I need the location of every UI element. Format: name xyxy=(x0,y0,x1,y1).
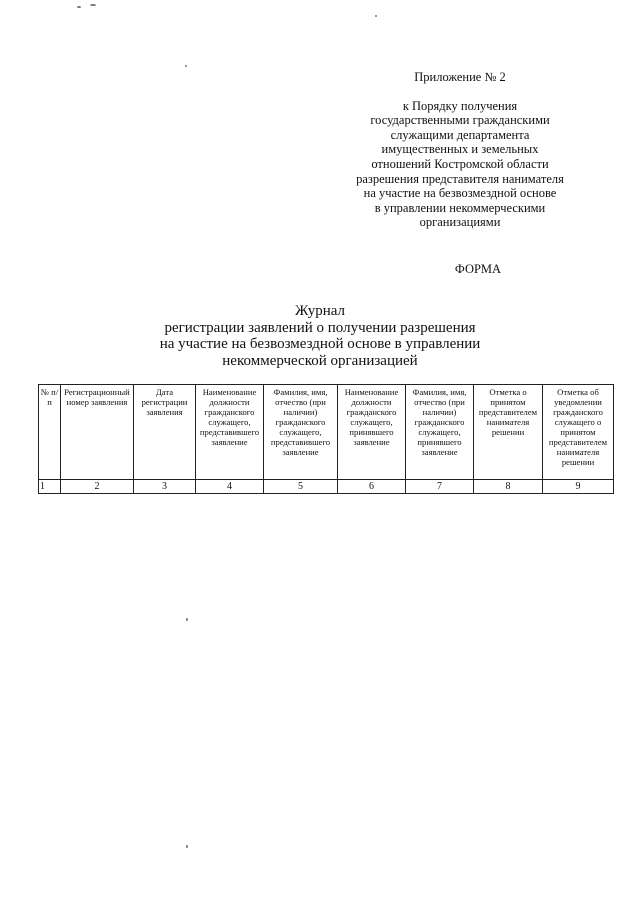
journal-title xyxy=(120,303,520,369)
column-number-cell: 3 xyxy=(134,480,196,494)
column-number-cell: 6 xyxy=(338,480,406,494)
header-cell-submitter-position: Наименование должности гражданского служащего, представившего заявление xyxy=(196,385,264,480)
registration-table xyxy=(38,384,614,494)
table-number-row xyxy=(39,480,614,494)
appendix-title: Приложение № 2 xyxy=(414,70,506,84)
header-cell-number: № п/п xyxy=(39,385,61,480)
scan-speck xyxy=(186,618,188,621)
header-cell-submitter-name: Фамилия, имя, отчество (при наличии) гражданского служащего, представившего заявление xyxy=(264,385,338,480)
form-label: ФОРМА xyxy=(454,262,502,276)
table-header-row xyxy=(39,385,614,480)
journal-title-line: Журнал xyxy=(294,303,345,319)
scan-speck xyxy=(77,6,81,8)
appendix-line: имущественных и земельных xyxy=(381,142,539,157)
appendix-line: разрешения представителя нанимателя xyxy=(356,171,564,186)
header-cell-notification-mark: Отметка об уведомлении гражданского служащего о принятом представителем нанимателя решении xyxy=(543,385,614,480)
header-cell-decision-mark: Отметка о принятом представителем нанимателя решении xyxy=(474,385,543,480)
appendix-line: на участие на безвозмездной основе xyxy=(363,186,557,201)
journal-title-line: некоммерческой организацией xyxy=(222,352,418,369)
header-cell-reg-number: Регистрационный номер заявления xyxy=(61,385,134,480)
column-number-cell: 5 xyxy=(264,480,338,494)
header-cell-reg-date: Дата регистрации заявления xyxy=(134,385,196,480)
appendix-line: к Порядку получения xyxy=(402,98,518,113)
column-number-cell: 4 xyxy=(196,480,264,494)
header-cell-receiver-position: Наименование должности гражданского служащего, принявшего заявление xyxy=(338,385,406,480)
scan-speck xyxy=(185,65,187,67)
journal-title-line: на участие на безвозмездной основе в управлении xyxy=(159,336,481,352)
column-number-cell: 2 xyxy=(61,480,134,494)
appendix-line: государственными гражданскими xyxy=(370,113,550,128)
column-number-cell: 8 xyxy=(474,480,543,494)
header-cell-receiver-name: Фамилия, имя, отчество (при наличии) гражданского служащего, принявшего заявление xyxy=(406,385,474,480)
scan-speck xyxy=(186,845,188,848)
appendix-line: отношений Костромской области xyxy=(371,156,549,171)
appendix-line: организациями xyxy=(419,215,501,230)
appendix-line: в управлении некоммерческими xyxy=(374,200,546,215)
column-number-cell: 9 xyxy=(543,480,614,494)
column-number-cell: 7 xyxy=(406,480,474,494)
appendix-line: служащими департамента xyxy=(390,127,530,142)
appendix-block xyxy=(340,70,580,230)
column-number-cell: 1 xyxy=(39,480,61,494)
scan-speck xyxy=(375,15,377,17)
journal-title-line: регистрации заявлений о получении разрешения xyxy=(164,319,476,336)
scan-speck xyxy=(90,4,96,6)
